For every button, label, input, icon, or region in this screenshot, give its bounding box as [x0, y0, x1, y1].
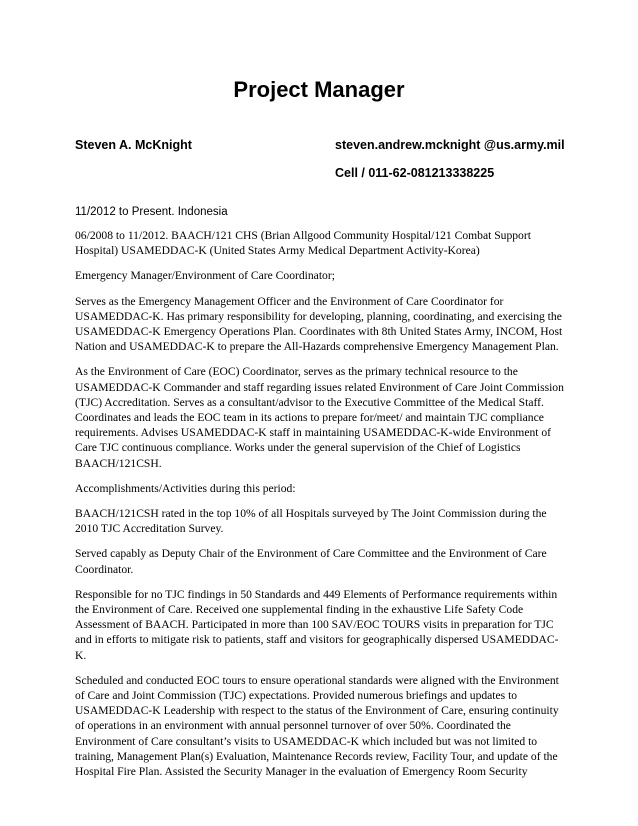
- paragraph-deputy-chair: Served capably as Deputy Chair of the Environment of Care Committee and the Environment of Care Coordinator.: [75, 547, 547, 576]
- paragraph-tours: Scheduled and conducted EOC tours to ensure operational standards were aligned with the Environment of Care and Joint Commission (TJC) expectations. Provided numerous briefings and updates to USAMEDDAC-K Leadership with respect to the status of the Environment of Care, ensuring continuity of operations in an environment with annual personnel turnover of over 50%. Coordinated the Environment of Care consultant’s visits to USAMEDDAC-K which included but was not limited to training, Management Plan(s) Evaluation, Maintenance Records review, Facility Tour, and update of the Hospital Fire Plan. Assisted the Security Manager in the evaluation of Emergency Room Security: [75, 673, 559, 779]
- paragraph-role: Emergency Manager/Environment of Care Coordinator;: [75, 269, 335, 283]
- paragraph-position: 06/2008 to 11/2012. BAACH/121 CHS (Brian Allgood Community Hospital/121 Combat Support Hospital) USAMEDDAC-K (United States Army Medical Department Activity-Korea): [75, 229, 531, 258]
- candidate-name: Steven A. McKnight: [75, 138, 192, 152]
- paragraph-duties: Serves as the Emergency Management Officer and the Environment of Care Coordinator for USAMEDDAC-K. Has primary responsibility for developing, planning, coordinating, and exercising the USAMEDDAC-K Emergency Operations Plan. Coordinates with 8th United States Army, INCOM, Host Nation and USAMEDDAC-K to prepare the All-Hazards comprehensive Emergency Management Plan.: [75, 294, 563, 354]
- cell-phone: Cell / 011-62-081213338225: [335, 166, 495, 180]
- employment-dates: 11/2012 to Present. Indonesia: [75, 206, 228, 218]
- paragraph-rating: BAACH/121CSH rated in the top 10% of all Hospitals surveyed by The Joint Commission during the 2010 TJC Accreditation Survey.: [75, 507, 547, 536]
- paragraph-eoc: As the Environment of Care (EOC) Coordinator, serves as the primary technical resource to the USAMEDDAC-K Commander and staff regarding issues related Environment of Care Joint Commission (TJC) Accreditation. Serves as a consultant/advisor to the Executive Committee of the Medical Staff. Coordinates and leads the EOC team in its actions to prepare for/meet/ and maintain TJC compliance requirements. Advises USAMEDDAC-K staff in maintaining USAMEDDAC-K-wide Environment of Care TJC continuous compliance. Works under the general supervision of the Chief of Logistics BAACH/121CSH.: [75, 365, 564, 470]
- resume-body: [75, 228, 565, 789]
- paragraph-findings: Responsible for no TJC findings in 50 Standards and 449 Elements of Performance requirements within the Environment of Care. Received one supplemental finding in the exhaustive Life Safety Code Assessment of BAACH. Participated in more than 100 SAV/EOC TOURS visits in preparation for TJC and in efforts to mitigate risk to patients, staff and visitors for geographically dispersed USAMEDDAC-K.: [75, 587, 559, 662]
- paragraph-accomplishments-heading: Accomplishments/Activities during this period:: [75, 481, 296, 495]
- page-title: Project Manager: [233, 77, 405, 102]
- email-address: steven.andrew.mcknight @us.army.mil: [335, 138, 565, 152]
